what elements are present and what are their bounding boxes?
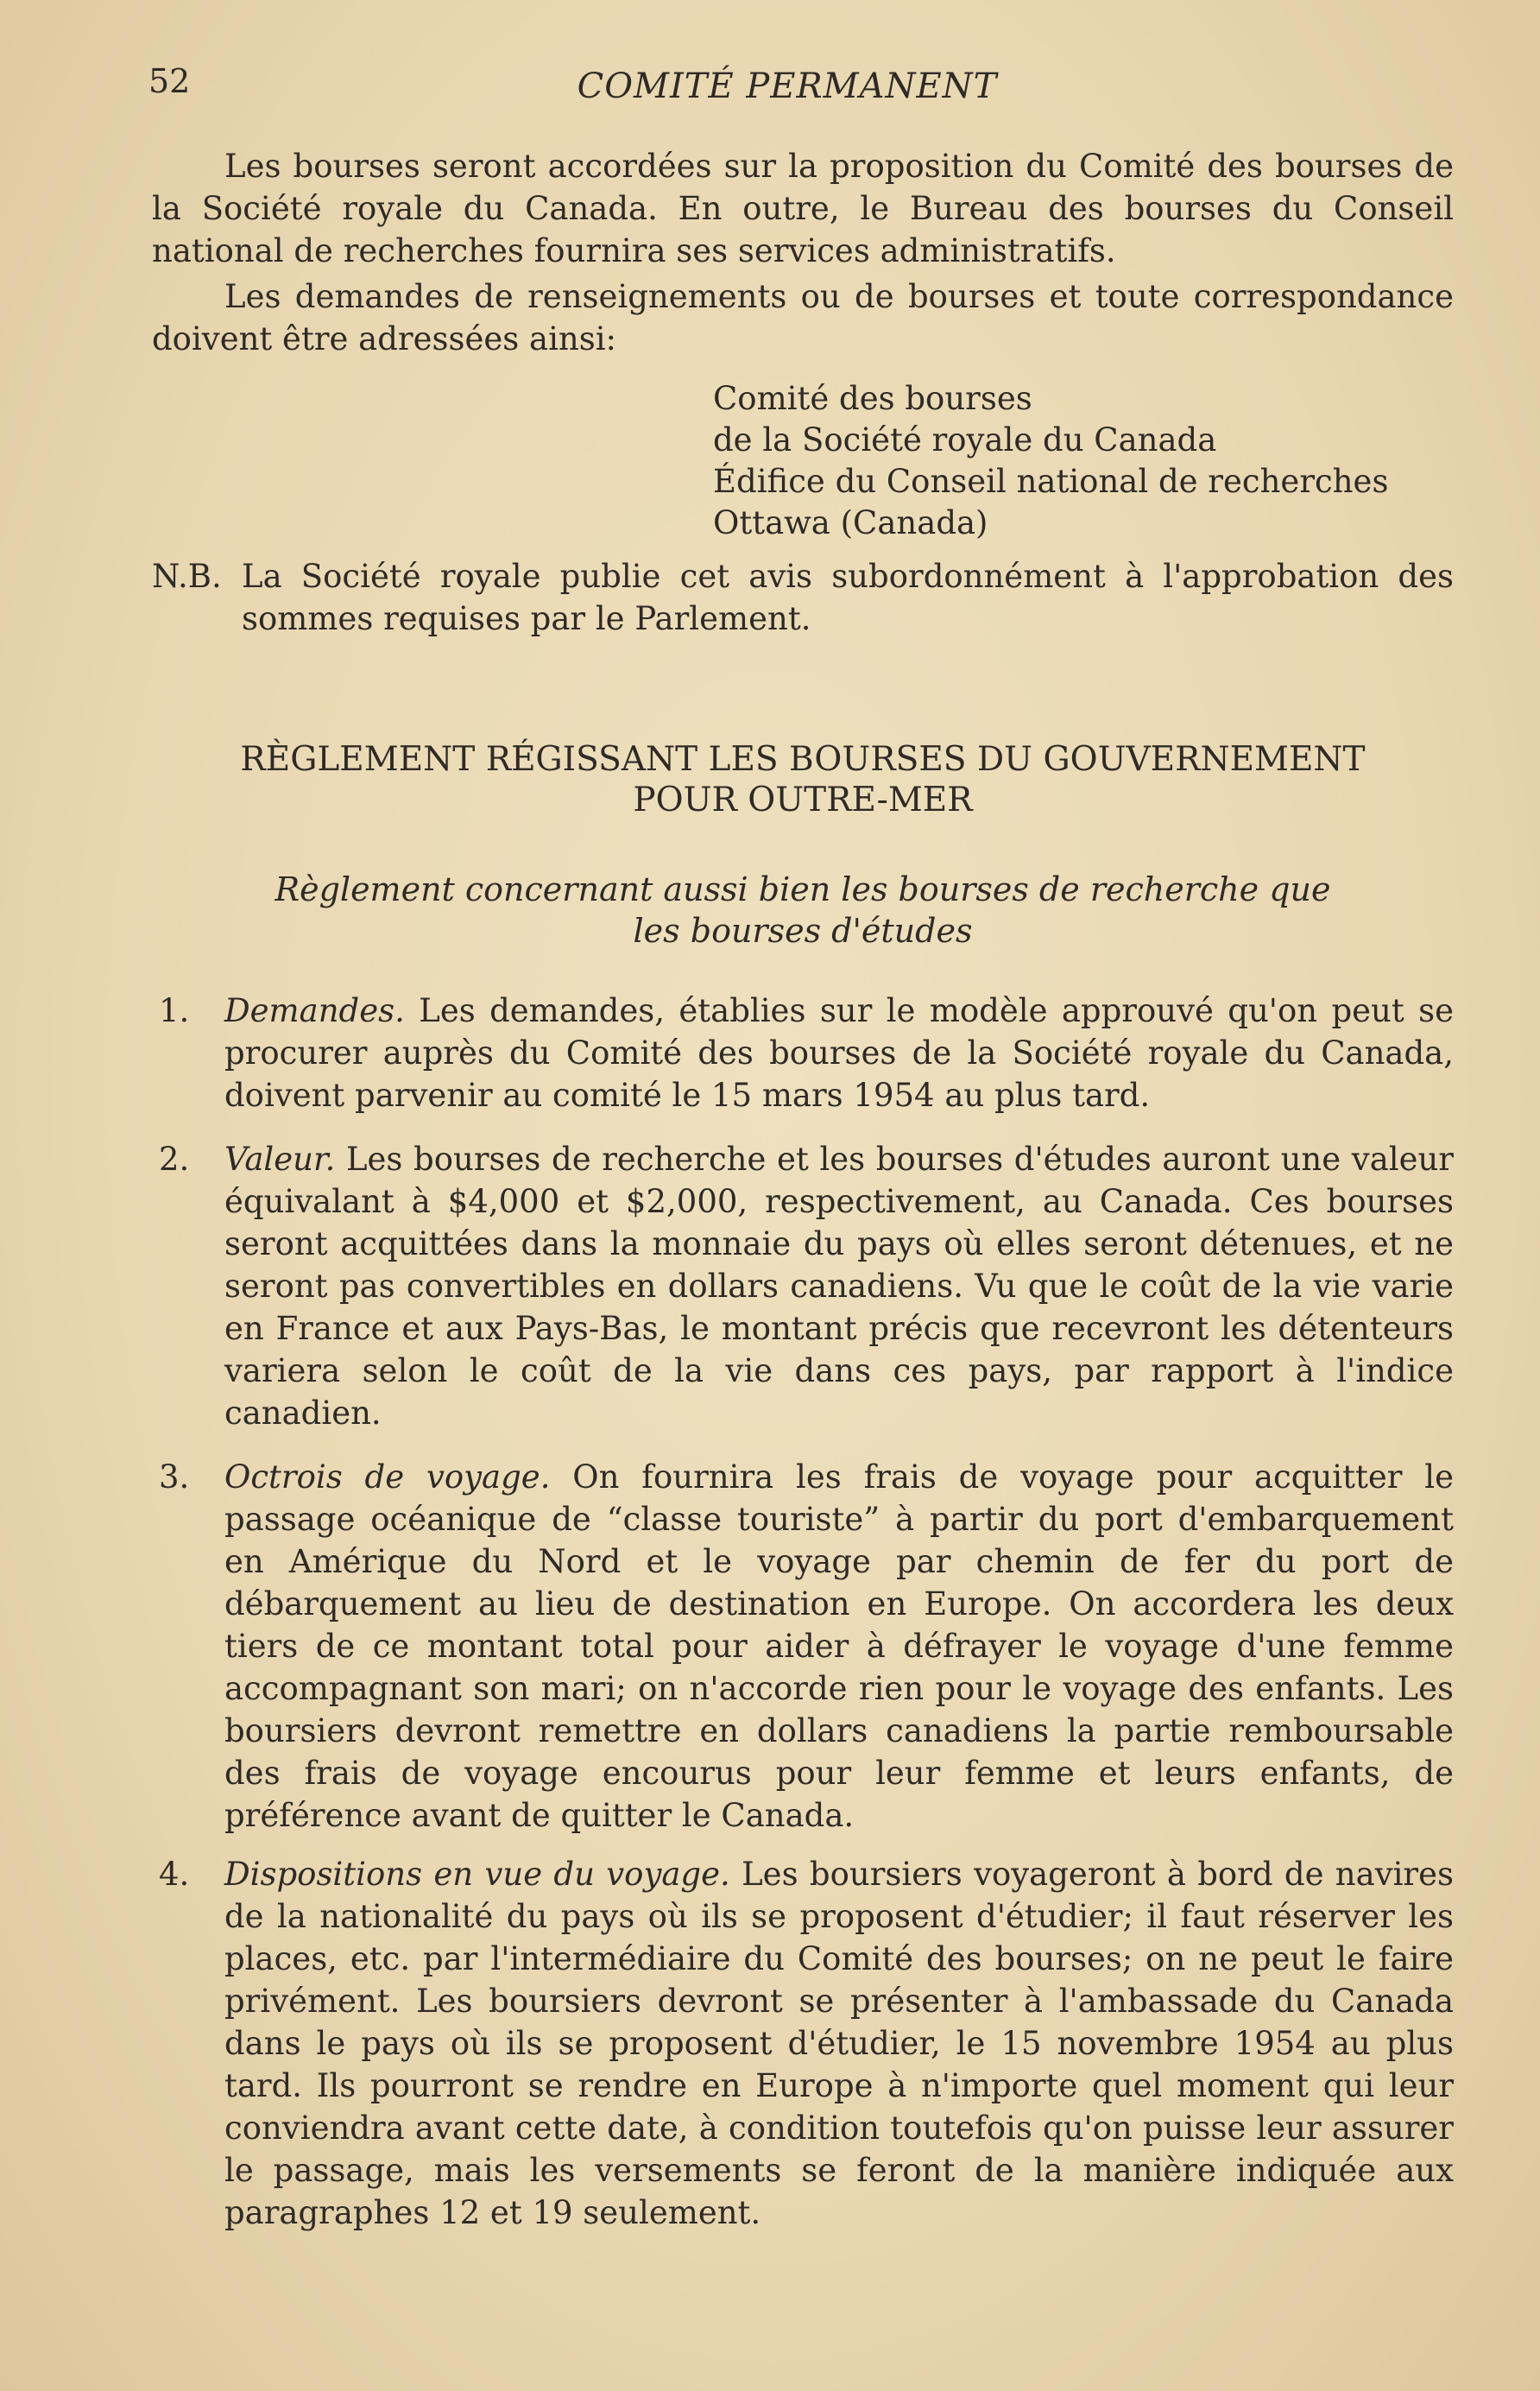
item-number: 1. <box>159 992 190 1029</box>
item-number: 3. <box>159 1458 190 1496</box>
item-number: 2. <box>159 1141 190 1178</box>
note-label: N.B. <box>152 558 222 595</box>
address-line: de la Société royale du Canada <box>713 421 1217 459</box>
page-number: 52 <box>148 62 191 100</box>
item-body <box>224 1138 1454 1434</box>
section-subtitle-line-1: Règlement concernant aussi bien les bourses de recherche que <box>275 870 1331 908</box>
item-text: Les demandes, établies sur le modèle approuvé qu'on peut se procurer auprès du Comité des bourses de la Société royale du Canada, doivent parvenir au comité le 15 mars 1954 au plus tard. <box>224 992 1454 1114</box>
item-body <box>224 1456 1454 1837</box>
section-title <box>152 739 1454 820</box>
address-line: Édifice du Conseil national de recherches <box>713 463 1389 500</box>
intro-paragraph-1: Les bourses seront accordées sur la proposition du Comité des bourses de la Société royale du Canada. En outre, le Bureau des bourses du Conseil national de recherches fournira ses services administratifs. <box>152 148 1454 269</box>
rule-item-1 <box>152 990 1454 1116</box>
running-title: COMITÉ PERMANENT <box>577 66 998 106</box>
address-line: Comité des bourses <box>713 380 1032 417</box>
address-line: Ottawa (Canada) <box>713 504 988 541</box>
section-title-line-2: POUR OUTRE-MER <box>633 781 973 819</box>
rule-item-3 <box>152 1456 1454 1837</box>
mailing-address <box>713 378 1388 544</box>
item-text: On fournira les frais de voyage pour acquitter le passage océanique de “classe touriste” à partir du port d'embarquement en Amérique du Nord et le voyage par chemin de fer du port de débarquement au lieu de destination en Europe. On accordera les deux tiers de ce montant total pour aider à défrayer le voyage d'une femme accompagnant son mari; on n'accorde rien pour le voyage des enfants. Les boursiers devront remettre en dollars canadiens la partie remboursable des frais de voyage encourus pour leur femme et leurs enfants, de préférence avant de quitter le Canada. <box>224 1458 1455 1834</box>
item-title: Valeur. <box>224 1141 336 1178</box>
section-subtitle-line-2: les bourses d'études <box>633 912 973 950</box>
item-title: Dispositions en vue du voyage. <box>224 1856 730 1893</box>
rule-item-2 <box>152 1138 1454 1434</box>
section-subtitle <box>152 869 1454 952</box>
item-text: Les bourses de recherche et les bourses d'études auront une valeur équivalant à $4,000 et $2,000, respectivement, au Canada. Ces bourses seront acquittées dans la monnaie du pays où elles seront détenues, et ne seront pas convertibles en dollars canadiens. Vu que le coût de la vie varie en France et aux Pays-Bas, le montant précis que recevront les détenteurs variera selon le coût de la vie dans ces pays, par rapport à l'indice canadien. <box>224 1141 1454 1432</box>
intro-section <box>152 145 1454 360</box>
note-text: La Société royale publie cet avis subordonnément à l'approbation des sommes requises par le Parlement. <box>242 558 1454 637</box>
item-body <box>224 1853 1454 2234</box>
item-title: Octrois de voyage. <box>224 1458 551 1496</box>
note-block <box>152 555 1454 640</box>
rule-item-4 <box>152 1853 1454 2234</box>
intro-paragraph-2: Les demandes de renseignements ou de bourses et toute correspondance doivent être adressées ainsi: <box>152 278 1454 357</box>
item-number: 4. <box>159 1856 190 1893</box>
item-text: Les boursiers voyageront à bord de navires de la nationalité du pays où ils se proposent d'étudier; il faut réserver les places, etc. par l'intermédiaire du Comité des bourses; on ne peut le faire privément. Les boursiers devront se présenter à l'ambassade du Canada dans le pays où ils se proposent d'étudier, le 15 novembre 1954 au plus tard. Ils pourront se rendre en Europe à n'importe quel moment qui leur conviendra avant cette date, à condition toutefois qu'on puisse leur assurer le passage, mais les versements se feront de la manière indiquée aux paragraphes 12 et 19 seulement. <box>224 1856 1454 2231</box>
section-title-line-1: RÈGLEMENT RÉGISSANT LES BOURSES DU GOUVERNEMENT <box>240 740 1366 779</box>
item-title: Demandes. <box>224 992 405 1029</box>
item-body <box>224 990 1454 1116</box>
